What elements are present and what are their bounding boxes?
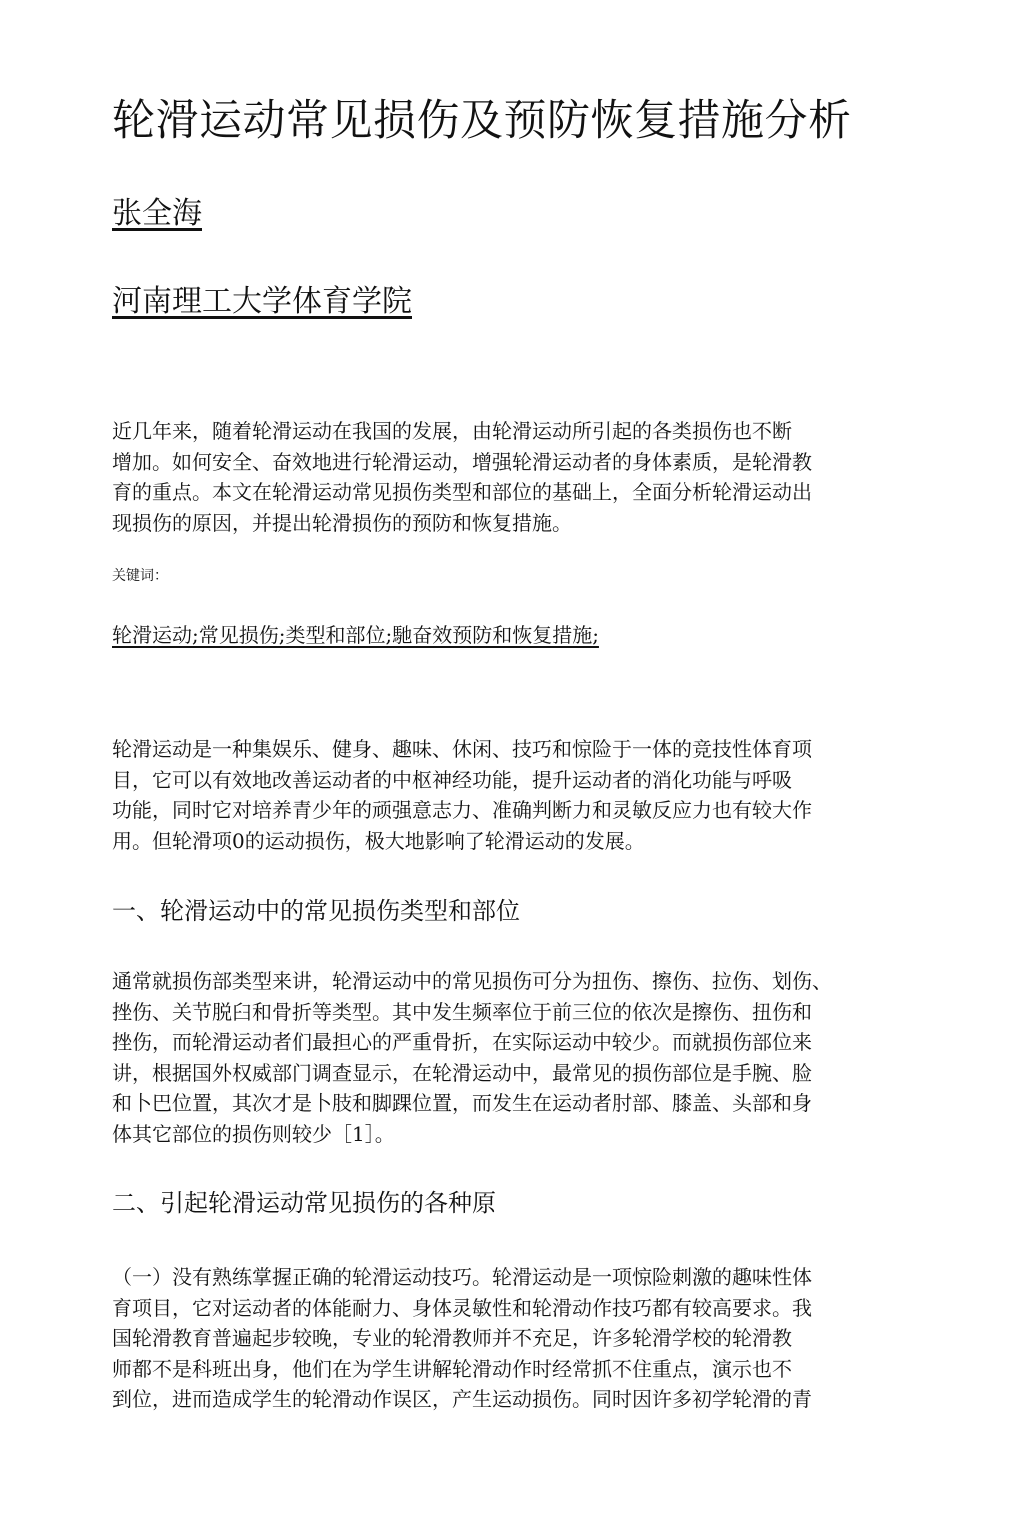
intro-paragraph	[112, 734, 902, 856]
abstract-line: 现损伤的原因，并提出轮滑损伤的预防和恢复措施。	[112, 510, 572, 535]
intro-line: 用。但轮滑项0的运动损伤，极大地影响了轮滑运动的发展。	[112, 828, 645, 853]
abstract-line: 近几年来，随着轮滑运动在我国的发展，由轮滑运动所引起的各类损伤也不断	[112, 419, 792, 443]
section-1-line: 和卜巴位置，其次才是卜肢和脚踝位置，而发生在运动者肘部、膝盖、头部和身	[112, 1091, 812, 1115]
intro-line: 轮滑运动是一种集娱乐、健身、趣味、休闲、技巧和惊险于一体的竞技性体育项	[112, 737, 812, 761]
intro-line: 目，它可以有效地改善运动者的中枢神经功能，提升运动者的消化功能与呼吸	[112, 767, 792, 792]
intro-line: 功能，同时它对培养青少年的顽强意志力、准确判断力和灵敏反应力也有较大作	[112, 798, 812, 822]
abstract-paragraph	[112, 416, 902, 538]
section-2-line: 师都不是科班出身，他们在为学生讲解轮滑动作时经常抓不住重点，演示也不	[112, 1356, 792, 1381]
section-heading-1: 一、轮滑运动中的常见损伤类型和部位	[112, 897, 520, 925]
section-1-paragraph	[112, 966, 902, 1149]
section-2-line: 国轮滑教育普遍起步较晚，专业的轮滑教师并不充足，许多轮滑学校的轮滑教	[112, 1326, 792, 1350]
document-title: 轮滑运动常见损伤及预防恢复措施分析	[112, 96, 852, 146]
section-1-line: 挫伤、关节脱臼和骨折等类型。其中发生频率位于前三位的依次是擦伤、扭伤和	[112, 999, 812, 1024]
section-heading-2: 二、引起轮滑运动常见损伤的各种原	[112, 1189, 496, 1217]
keywords-label: 关键词：	[112, 568, 168, 584]
abstract-line: 育的重点。本文在轮滑运动常见损伤类型和部位的基础上，全面分析轮滑运动出	[112, 480, 812, 504]
author-affiliation: 河南理工大学体育学院	[112, 284, 412, 319]
section-2-line: 到位，进而造成学生的轮滑动作误区，产生运动损伤。同时因许多初学轮滑的青	[112, 1387, 812, 1411]
section-1-line: 通常就损伤部类型来讲，轮滑运动中的常见损伤可分为扭伤、擦伤、拉伤、划伤、	[112, 969, 832, 993]
section-1-line: 体其它部位的损伤则较少［1］。	[112, 1121, 395, 1146]
abstract-line: 增加。如何安全、奋效地进行轮滑运动，增强轮滑运动者的身体素质，是轮滑教	[112, 449, 812, 474]
section-2-line: （一）没有熟练掌握正确的轮滑运动技巧。轮滑运动是一项惊险刺激的趣味性体	[112, 1265, 812, 1289]
section-1-line: 讲，根据国外权威部门调查显示，在轮滑运动中，最常见的损伤部位是手腕、脸	[112, 1060, 812, 1085]
author-name: 张全海	[112, 196, 202, 231]
section-2-line: 育项目，它对运动者的体能耐力、身体灵敏性和轮滑动作技巧都有较高要求。我	[112, 1295, 812, 1320]
section-1-line: 挫伤，而轮滑运动者们最担心的严重骨折，在实际运动中较少。而就损伤部位来	[112, 1030, 812, 1054]
keywords-list: 轮滑运动;常见损伤;类型和部位;馳奋效预防和恢复措施;	[112, 623, 599, 647]
section-2-paragraph	[112, 1262, 902, 1415]
